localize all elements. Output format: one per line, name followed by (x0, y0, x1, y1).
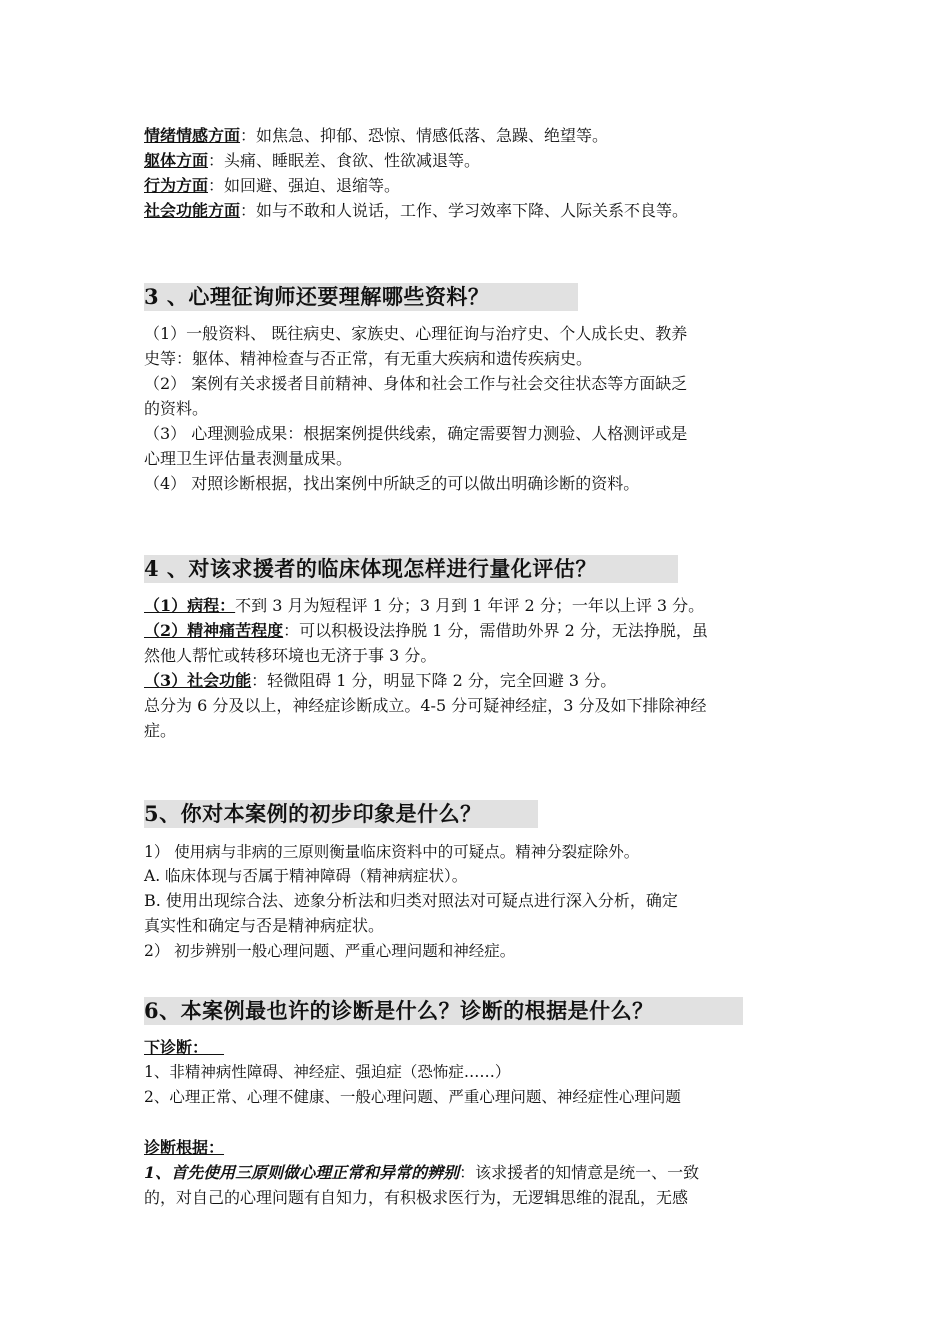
s6-basis-line: 的，对自己的心理问题有自知力，有积极求医行为，无逻辑思维的混乱，无感 (144, 1188, 689, 1207)
basis-label: 诊断根据： (144, 1138, 225, 1157)
diagnosis-subheading (144, 1036, 224, 1060)
s3-line: 心理卫生评估量表测量成果。 (144, 449, 353, 468)
s3-line: （3） 心理测验成果：根据案例提供线索，确定需要智力测验、人格测评或是 (144, 424, 688, 443)
s5-line: 2） 初步辨别一般心理问题、严重心理问题和神经症。 (144, 942, 516, 960)
intro-label: 情绪情感方面 (144, 126, 241, 145)
s5-line: A. 临床体现与否属于精神障碍（精神病症状）。 (144, 867, 468, 885)
intro-line-body (144, 149, 480, 173)
s4-item-text: 然他人帮忙或转移环境也无济于事 3 分。 (144, 646, 437, 665)
s4-item-text: 不到 3 月为短程评 1 分；3 月到 1 年评 2 分；一年以上评 3 分。 (235, 596, 705, 615)
s6-line: 2、心理正常、心理不健康、一般心理问题、严重心理问题、神经症性心理问题 (144, 1088, 681, 1106)
section-5-heading: 5、你对本案例的初步印象是什么？ (144, 800, 538, 828)
intro-line-social (144, 199, 688, 223)
s4-item (144, 694, 706, 718)
s6-basis-line (144, 1161, 699, 1185)
intro-line-emotion (144, 124, 608, 148)
s4-item-label: （3）社会功能 (144, 671, 252, 690)
intro-text: ：如回避、强迫、退缩等。 (208, 176, 401, 195)
s4-item (144, 619, 708, 643)
intro-label: 行为方面 (144, 176, 209, 195)
section-3-heading: 3 、心理征询师还要理解哪些资料？ (144, 283, 578, 311)
s4-item-text: ：轻微阻碍 1 分，明显下降 2 分，完全回避 3 分。 (251, 671, 617, 690)
s5-line: 真实性和确定与否是精神病症状。 (144, 916, 385, 935)
intro-text: ：头痛、睡眠差、食欲、性欲减退等。 (208, 151, 481, 170)
intro-text: ：如与不敢和人说话，工作、学习效率下降、人际关系不良等。 (240, 201, 689, 220)
s5-line: B. 使用出现综合法、迹象分析法和归类对照法对可疑点进行深入分析，确定 (144, 891, 678, 910)
s4-item (144, 719, 176, 743)
s3-line: （2） 案例有关求援者目前精神、身体和社会工作与社会交往状态等方面缺乏 (144, 374, 688, 393)
s6-line: 1、非精神病性障碍、神经症、强迫症（恐怖症……） (144, 1063, 511, 1081)
basis-point-label: 1、首先使用三原则做心理正常和异常的辨别 (144, 1163, 460, 1182)
intro-label: 躯体方面 (144, 151, 209, 170)
s4-item-text: 总分为 6 分及以上，神经症诊断成立。4-5 分可疑神经症，3 分及如下排除神经 (144, 696, 707, 715)
s4-item (144, 594, 704, 618)
s4-item-label: （1）病程： (144, 596, 236, 615)
s4-item-label: （2）精神痛苦程度 (144, 621, 284, 640)
s5-line: 1） 使用病与非病的三原则衡量临床资料中的可疑点。精神分裂症除外。 (144, 843, 640, 861)
intro-label: 社会功能方面 (144, 201, 241, 220)
intro-text: ：如焦急、抑郁、恐惊、情感低落、急躁、绝望等。 (240, 126, 609, 145)
basis-point-text: ：该求援者的知情意是统一、一致 (459, 1163, 700, 1182)
s4-item (144, 669, 616, 693)
s3-line: 史等：躯体、精神检查与否正常，有无重大疾病和遗传疾病史。 (144, 349, 593, 368)
diagnosis-label: 下诊断： (144, 1038, 209, 1057)
section-4-heading: 4 、对该求援者的临床体现怎样进行量化评估？ (144, 555, 678, 583)
intro-line-behavior (144, 174, 400, 198)
s3-line: 的资料。 (144, 399, 209, 418)
s4-item-text: ：可以积极设法挣脱 1 分，需借助外界 2 分，无法挣脱，虽 (283, 621, 708, 640)
underline-spacer (208, 1038, 224, 1057)
s4-item (144, 644, 436, 668)
s3-line: （4） 对照诊断根据，找出案例中所缺乏的可以做出明确诊断的资料。 (144, 474, 640, 493)
s3-line: （1）一般资料、 既往病史、家族史、心理征询与治疗史、个人成长史、教养 (144, 324, 688, 343)
s4-item-text: 症。 (144, 721, 177, 740)
basis-subheading (144, 1136, 224, 1160)
section-6-heading: 6、本案例最也许的诊断是什么？诊断的根据是什么？ (144, 997, 743, 1025)
